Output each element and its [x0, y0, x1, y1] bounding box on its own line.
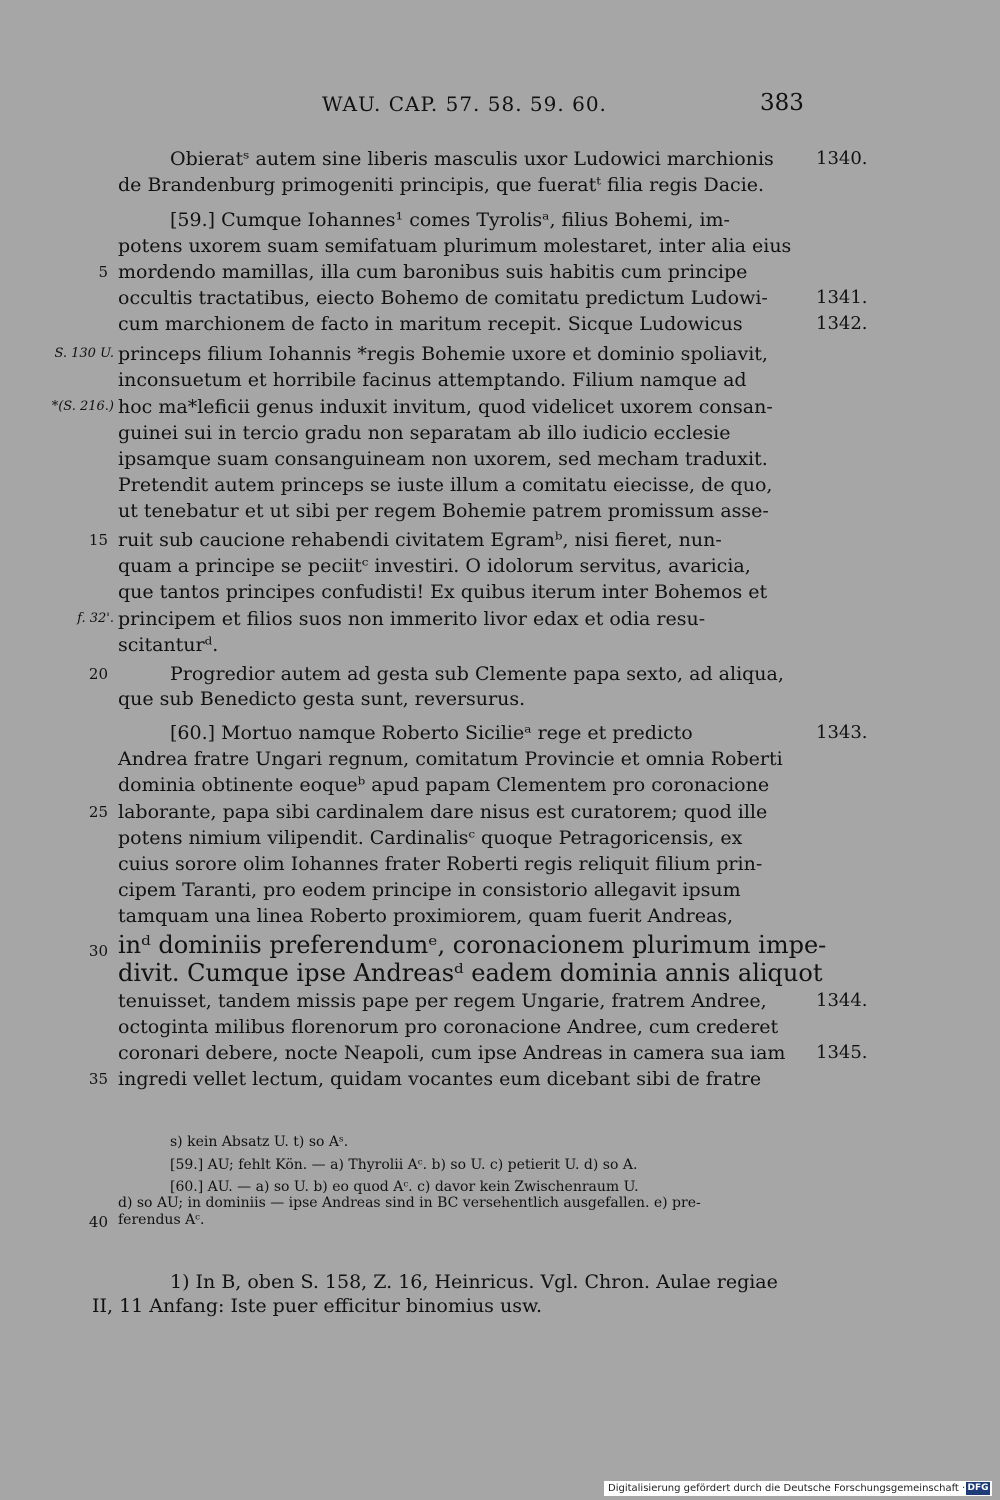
text-line: occultis tractatibus, eiecto Bohemo de comitatu predictum Ludowi- [118, 287, 768, 309]
text-line: tamquam una linea Roberto proximiorem, quam fuerit Andreas, [118, 905, 734, 927]
edition-siglum: *(S. 216.) [51, 399, 114, 414]
text-line: octoginta milibus florenorum pro coronacione Andree, cum crederet [118, 1016, 779, 1038]
text-line: principem et filios suos non immerito livor edax et odia resu- [118, 608, 706, 630]
footnote-line: 1) In B, oben S. 158, Z. 16, Heinricus. Vgl. Chron. Aulae regiae [170, 1271, 778, 1293]
apparatus-line: s) kein Absatz U. t) so Aˢ. [170, 1134, 349, 1150]
text-line: [60.] Mortuo namque Roberto Sicilieᵃ rege et predicto [170, 722, 693, 744]
folio-marker: f. 32'. [77, 611, 114, 626]
text-line: Pretendit autem princeps se iuste illum a comitatu eiecisse, de quo, [118, 474, 773, 496]
apparatus-line: [59.] AU; fehlt Kön. — a) Thyrolii Aᶜ. b) so U. c) petierit U. d) so A. [170, 1157, 638, 1173]
text-line: princeps filium Iohannis *regis Bohemie uxore et dominio spoliavit, [118, 343, 768, 365]
margin-year: 1345. [816, 1042, 868, 1063]
line-number: 35 [88, 1070, 108, 1088]
text-line: scitanturᵈ. [118, 634, 219, 656]
footnote-line: II, 11 Anfang: Iste puer efficitur binomius usw. [92, 1295, 543, 1317]
line-number: 20 [88, 665, 108, 683]
text-line: hoc ma*leficii genus induxit invitum, quod videlicet uxorem consan- [118, 396, 773, 418]
text-line: Obieratˢ autem sine liberis masculis uxor Ludowici marchionis [170, 148, 774, 170]
margin-year: 1343. [816, 722, 868, 743]
dfg-logo[interactable]: DFG [967, 1483, 989, 1493]
text-line: divit. Cumque ipse Andreasᵈ eadem dominia annis aliquot [118, 959, 823, 987]
text-line: de Brandenburg primogeniti principis, que fueratᵗ filia regis Dacie. [118, 174, 765, 196]
text-line: quam a principe se peciitᶜ investiri. O idolorum servitus, avaricia, [118, 555, 751, 577]
text-line: laborante, papa sibi cardinalem dare nisus est curatorem; quod ille [118, 801, 768, 823]
line-number: 40 [88, 1213, 108, 1231]
text-line: Andrea fratre Ungari regnum, comitatum Provincie et omnia Roberti [118, 748, 783, 770]
text-line: cuius sorore olim Iohannes frater Roberti regis reliquit filium prin- [118, 853, 763, 875]
line-number: 30 [88, 942, 108, 960]
text-line: guinei sui in tercio gradu non separatam ab illo iudicio ecclesie [118, 422, 731, 444]
margin-year: 1344. [816, 990, 868, 1011]
text-line: cum marchionem de facto in maritum recepit. Sicque Ludowicus [118, 313, 743, 335]
apparatus-line: [60.] AU. — a) so U. b) eo quod Aᶜ. c) davor kein Zwischenraum U. [170, 1179, 639, 1195]
text-line: inconsuetum et horribile facinus attemptando. Filium namque ad [118, 369, 747, 391]
text-line: dominia obtinente eoqueᵇ apud papam Clementem pro coronacione [118, 774, 770, 796]
text-line: coronari debere, nocte Neapoli, cum ipse Andreas in camera sua iam [118, 1042, 786, 1064]
text-line: que sub Benedicto gesta sunt, reversurus. [118, 688, 526, 710]
text-line: ruit sub caucione rehabendi civitatem Egramᵇ, nisi fieret, nun- [118, 529, 722, 551]
text-line: potens nimium vilipendit. Cardinalisᶜ quoque Petragoricensis, ex [118, 827, 743, 849]
text-line: [59.] Cumque Iohannes¹ comes Tyrolisᵃ, filius Bohemi, im- [170, 209, 730, 231]
text-line: tenuisset, tandem missis pape per regem Ungarie, fratrem Andree, [118, 990, 767, 1012]
apparatus-line: ferendus Aᶜ. [118, 1212, 205, 1228]
margin-year: 1340. [816, 148, 868, 169]
text-line: ingredi vellet lectum, quidam vocantes eum dicebant sibi de fratre [118, 1068, 762, 1090]
text-line: Progredior autem ad gesta sub Clemente papa sexto, ad aliqua, [170, 663, 784, 685]
page-number: 383 [760, 90, 804, 116]
running-title: WAU. CAP. 57. 58. 59. 60. [322, 92, 607, 116]
apparatus-line: d) so AU; in dominiis — ipse Andreas sind in BC versehentlich ausgefallen. e) pre- [118, 1195, 701, 1211]
funding-note: Digitalisierung gefördert durch die Deutsche Forschungsgemeinschaft · [608, 1483, 966, 1494]
text-line: mordendo mamillas, illa cum baronibus suis habitis cum principe [118, 261, 748, 283]
line-number: 15 [88, 531, 108, 549]
margin-year: 1341. [816, 287, 868, 308]
edition-siglum: S. 130 U. [54, 346, 114, 361]
text-line: inᵈ dominiis preferendumᵉ, coronacionem plurimum impe- [118, 931, 827, 959]
text-line: ipsamque suam consanguineam non uxorem, sed mecham traduxit. [118, 448, 768, 470]
running-head [0, 92, 1000, 122]
margin-year: 1342. [816, 313, 868, 334]
line-number: 25 [88, 803, 108, 821]
text-line: potens uxorem suam semifatuam plurimum molestaret, inter alia eius [118, 235, 792, 257]
text-line: cipem Taranti, pro eodem principe in consistorio allegavit ipsum [118, 879, 741, 901]
line-number: 5 [98, 263, 108, 281]
funding-bar [604, 1481, 992, 1496]
text-line: ut tenebatur et ut sibi per regem Bohemie patrem promissum asse- [118, 500, 769, 522]
text-line: que tantos principes confudisti! Ex quibus iterum inter Bohemos et [118, 581, 768, 603]
